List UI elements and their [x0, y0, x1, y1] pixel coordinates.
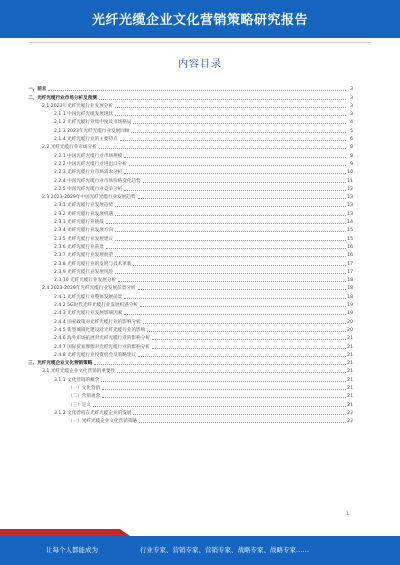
toc-entry-page: 3 — [350, 103, 353, 109]
toc-entry-title: （一）光纤光缆企业文化营销策略 — [68, 419, 137, 425]
toc-entry[interactable] — [28, 125, 353, 133]
toc-entry-page: 17 — [347, 261, 353, 267]
toc-entry-page: 3 — [350, 87, 353, 93]
toc-entry-title: 2.4.7 国际贸易摩擦对光纤光缆行业的影响分析 — [54, 344, 150, 350]
toc-entry[interactable] — [28, 208, 353, 216]
toc-entry-page: 6 — [350, 137, 353, 143]
toc-leader-dots — [115, 106, 346, 108]
toc-entry-title: 3.1.2 文化营销在光纤光缆企业的发展 — [54, 410, 132, 416]
toc-entry-page: 13 — [347, 203, 353, 209]
footer-accent-stripe — [0, 529, 130, 536]
toc-entry-page: 18 — [347, 278, 353, 284]
toc-entry-title: 2.1.4 光纤光缆行业的主要特点 — [54, 137, 118, 143]
toc-entry[interactable] — [28, 408, 353, 416]
toc-entry-page: 22 — [347, 410, 353, 416]
toc-leader-dots — [138, 288, 346, 290]
toc-entry-page: 22 — [347, 419, 353, 425]
toc-entry-title: 2.2.5 中国光纤光缆行业竞争分析 — [54, 186, 123, 192]
toc-entry-title: 2.3.8 光纤光缆行业的发展与技术革新 — [54, 261, 132, 267]
toc-leader-dots — [147, 330, 346, 332]
toc-leader-dots — [124, 156, 346, 158]
toc-entry-title: 2.3.3 光纤光缆行业挑战 — [54, 220, 104, 226]
toc-entry[interactable] — [28, 159, 353, 167]
toc-entry-page: 21 — [347, 352, 353, 358]
toc-leader-dots — [138, 355, 346, 357]
toc-entry-page: 19 — [347, 311, 353, 317]
toc-entry[interactable] — [28, 84, 353, 92]
toc-leader-dots — [99, 147, 346, 149]
toc-entry-title: （三）定义 — [68, 402, 91, 408]
toc-entry[interactable] — [28, 92, 353, 100]
toc-entry[interactable] — [28, 267, 353, 275]
toc-entry-title: 2.4.6 海外市场拓展对光纤光缆行业的影响分析 — [54, 336, 150, 342]
toc-leader-dots — [94, 363, 346, 365]
toc-entry[interactable] — [28, 225, 353, 233]
toc-leader-dots — [143, 181, 346, 183]
toc-entry[interactable] — [28, 242, 353, 250]
toc-entry-page: 17 — [347, 269, 353, 275]
toc-entry-title: 2.4.4 国家政策对光纤光缆行业的影响分析 — [54, 319, 141, 325]
toc-leader-dots — [115, 114, 346, 116]
toc-entry[interactable] — [28, 416, 353, 424]
toc-leader-dots — [102, 388, 346, 390]
toc-leader-dots — [101, 380, 346, 382]
toc-entry[interactable] — [28, 258, 353, 266]
toc-entry-title: 2.1.3 2023年光纤光缆行业发展回顾 — [54, 128, 130, 134]
toc-entry-page: 3 — [350, 95, 353, 101]
toc-entry[interactable] — [28, 341, 353, 349]
toc-entry-page: 12 — [347, 186, 353, 192]
toc-entry-title: 2.1.1 中国光纤光缆发展现状 — [54, 112, 114, 118]
toc-leader-dots — [115, 230, 346, 232]
toc-entry[interactable] — [28, 150, 353, 158]
toc-entry-page: 21 — [347, 394, 353, 400]
toc-leader-dots — [99, 98, 346, 100]
toc-entry-page: 9 — [350, 161, 353, 167]
toc-entry[interactable] — [28, 325, 353, 333]
toc-leader-dots — [124, 297, 346, 299]
toc-entry-page: 15 — [347, 236, 353, 242]
toc-entry-page: 21 — [347, 344, 353, 350]
toc-entry-page: 19 — [347, 303, 353, 309]
toc-entry-title: 一、前言 — [28, 87, 47, 93]
toc-entry[interactable] — [28, 300, 353, 308]
toc-entry-page: 8 — [350, 153, 353, 159]
toc-entry[interactable] — [28, 366, 353, 374]
toc-entry[interactable] — [28, 167, 353, 175]
toc-entry[interactable] — [28, 117, 353, 125]
toc-leader-dots — [152, 347, 346, 349]
toc-leader-dots — [106, 247, 346, 249]
toc-entry-page: 18 — [347, 294, 353, 300]
toc-entry-title: 2.3.6 光纤光缆行业前景 — [54, 244, 104, 250]
toc-entry-title: 3.1.1 文化营销的概念 — [54, 377, 100, 383]
toc-entry[interactable] — [28, 350, 353, 358]
toc-leader-dots — [143, 322, 346, 324]
report-title: 光纤光缆企业文化营销策略研究报告 — [91, 13, 308, 28]
toc-leader-dots — [152, 338, 346, 340]
toc-entry-page: 16 — [347, 253, 353, 259]
toc-leader-dots — [124, 313, 346, 315]
toc-entry-title: 2.4.3 光纤光缆行业发展影响因素 — [54, 311, 123, 317]
toc-entry[interactable] — [28, 134, 353, 142]
toc-entry-title: 2.2.4 中国光纤光缆行业市场价格变化趋势 — [54, 178, 141, 184]
toc-entry[interactable] — [28, 101, 353, 109]
toc-entry-page: 4 — [350, 120, 353, 126]
header-divider — [30, 42, 370, 43]
toc-entry-page: 8 — [350, 145, 353, 151]
footer-roles: 行业专家、营销专家、营销专家、战略专家、战略专家…… — [140, 546, 309, 554]
toc-entry[interactable] — [28, 374, 353, 382]
toc-entry[interactable] — [28, 308, 353, 316]
toc-entry-title: 3.1 光纤光缆企业文化营销的重要性 — [42, 369, 116, 375]
toc-entry[interactable] — [28, 358, 353, 366]
toc-entry-page: 18 — [347, 286, 353, 292]
toc-leader-dots — [93, 405, 346, 407]
toc-entry-page: 21 — [347, 336, 353, 342]
toc-entry[interactable] — [28, 175, 353, 183]
toc-entry[interactable] — [28, 109, 353, 117]
toc-leader-dots — [124, 172, 346, 174]
toc-entry[interactable] — [28, 333, 353, 341]
toc-entry[interactable] — [28, 184, 353, 192]
toc-entry-page: 21 — [347, 402, 353, 408]
toc-entry-title: 2.2.2 中国光纤光缆行业进出口分析 — [54, 161, 127, 167]
toc-leader-dots — [129, 164, 346, 166]
toc-leader-dots — [133, 264, 346, 266]
toc-leader-dots — [117, 371, 346, 373]
toc-leader-dots — [106, 222, 346, 224]
toc-leader-dots — [139, 421, 346, 423]
toc-entry-title: 2.3.7 光纤光缆行业发展展望 — [54, 253, 114, 259]
toc-entry-page: 21 — [347, 377, 353, 383]
toc-leader-dots — [118, 280, 346, 282]
toc-entry[interactable] — [28, 283, 353, 291]
toc-entry-title: 2.2.1 中国光纤光缆行业市场规模 — [54, 153, 123, 159]
toc-entry-title: 2.4.8 光纤光缆行业投资机会及策略建议 — [54, 352, 137, 358]
toc-leader-dots — [120, 139, 346, 141]
toc-entry-page: 16 — [347, 244, 353, 250]
toc-entry[interactable] — [28, 291, 353, 299]
toc-entry-page: 21 — [347, 361, 353, 367]
toc-entry-page: 21 — [347, 369, 353, 375]
toc-leader-dots — [133, 122, 346, 124]
footer-bar — [0, 536, 400, 565]
toc-entry-title: 2.2 光纤光缆行业市场分析 — [42, 145, 97, 151]
toc-entry-title: 2.4 2023-2029年光纤光缆行业发展前景分析 — [42, 286, 136, 292]
toc-entry-title: （一）文化营销 — [68, 385, 101, 391]
toc-entry-title: 2.3.1 光纤光缆行业发展趋势 — [54, 203, 114, 209]
toc-entry-page: 11 — [347, 178, 353, 184]
toc-entry-title: （二）营销观念 — [68, 394, 101, 400]
toc-leader-dots — [115, 272, 346, 274]
toc-leader-dots — [115, 239, 346, 241]
toc-entry-title: 2.3 2023-2029年中国光纤光缆行业发展趋势 — [42, 195, 136, 201]
toc-entry-title: 2.4.2 5G时代光纤光缆行业发展机遇分析 — [54, 303, 138, 309]
toc-leader-dots — [115, 255, 346, 257]
toc-entry[interactable] — [28, 233, 353, 241]
toc-entry[interactable] — [28, 383, 353, 391]
toc-entry-page: 20 — [347, 319, 353, 325]
toc-leader-dots — [140, 305, 346, 307]
toc-entry-title: 2.2.3 光纤光缆行业市场需求分析 — [54, 170, 123, 176]
toc-entry-title: 2.3.10 光纤光缆行业发展分析 — [54, 278, 117, 284]
toc-entry[interactable] — [28, 275, 353, 283]
toc-entry[interactable] — [28, 250, 353, 258]
toc-leader-dots — [138, 197, 346, 199]
toc-leader-dots — [124, 189, 346, 191]
toc-entry-page: 13 — [347, 211, 353, 217]
toc-leader-dots — [133, 413, 346, 415]
toc-entry[interactable] — [28, 217, 353, 225]
toc-entry-title: 2.3.9 光纤光缆行业发展风险 — [54, 269, 114, 275]
toc-entry[interactable] — [28, 192, 353, 200]
toc-entry-page: 20 — [347, 327, 353, 333]
toc-leader-dots — [115, 214, 346, 216]
toc-entry-page: 10 — [347, 170, 353, 176]
toc-entry-page: 3 — [350, 112, 353, 118]
table-of-contents — [28, 84, 353, 424]
toc-entry[interactable] — [28, 316, 353, 324]
toc-entry-title: 2.3.5 光纤光缆行业发展建议 — [54, 236, 114, 242]
toc-entry-page: 15 — [347, 228, 353, 234]
toc-entry-page: 5 — [350, 128, 353, 134]
toc-entry-title: 2.1 2023年光纤光缆行业发展分析 — [42, 103, 113, 109]
toc-entry-title: 2.1.2 光纤光缆行业集中度及市场格局 — [54, 120, 132, 126]
toc-entry[interactable] — [28, 391, 353, 399]
toc-leader-dots — [48, 89, 346, 91]
toc-entry-title: 三、光纤光缆企业文化营销策略 — [28, 361, 93, 367]
footer-slogan: 让每个人都能成为 — [46, 546, 98, 554]
toc-entry-page: 13 — [347, 195, 353, 201]
toc-entry-title: 2.3.4 光纤光缆行业发展方向 — [54, 228, 114, 234]
toc-entry[interactable] — [28, 399, 353, 407]
toc-entry-title: 二、光纤光缆行业市场分析及预测 — [28, 95, 97, 101]
toc-entry-title: 2.3.2 光纤光缆行业发展机遇 — [54, 211, 114, 217]
toc-leader-dots — [102, 396, 346, 398]
toc-entry-title: 2.4.5 新型城镇化建设对光纤光缆行业的影响 — [54, 327, 146, 333]
toc-entry-title: 2.4.1 光纤光缆行业整体发展前景 — [54, 294, 123, 300]
toc-heading: 内容目录 — [178, 59, 222, 70]
toc-entry-page: 14 — [347, 220, 353, 226]
page-number: 1 — [346, 512, 349, 517]
toc-leader-dots — [131, 131, 346, 133]
report-header-bar — [0, 0, 400, 38]
toc-entry[interactable] — [28, 142, 353, 150]
toc-entry-page: 21 — [347, 385, 353, 391]
toc-leader-dots — [115, 205, 346, 207]
toc-entry[interactable] — [28, 200, 353, 208]
